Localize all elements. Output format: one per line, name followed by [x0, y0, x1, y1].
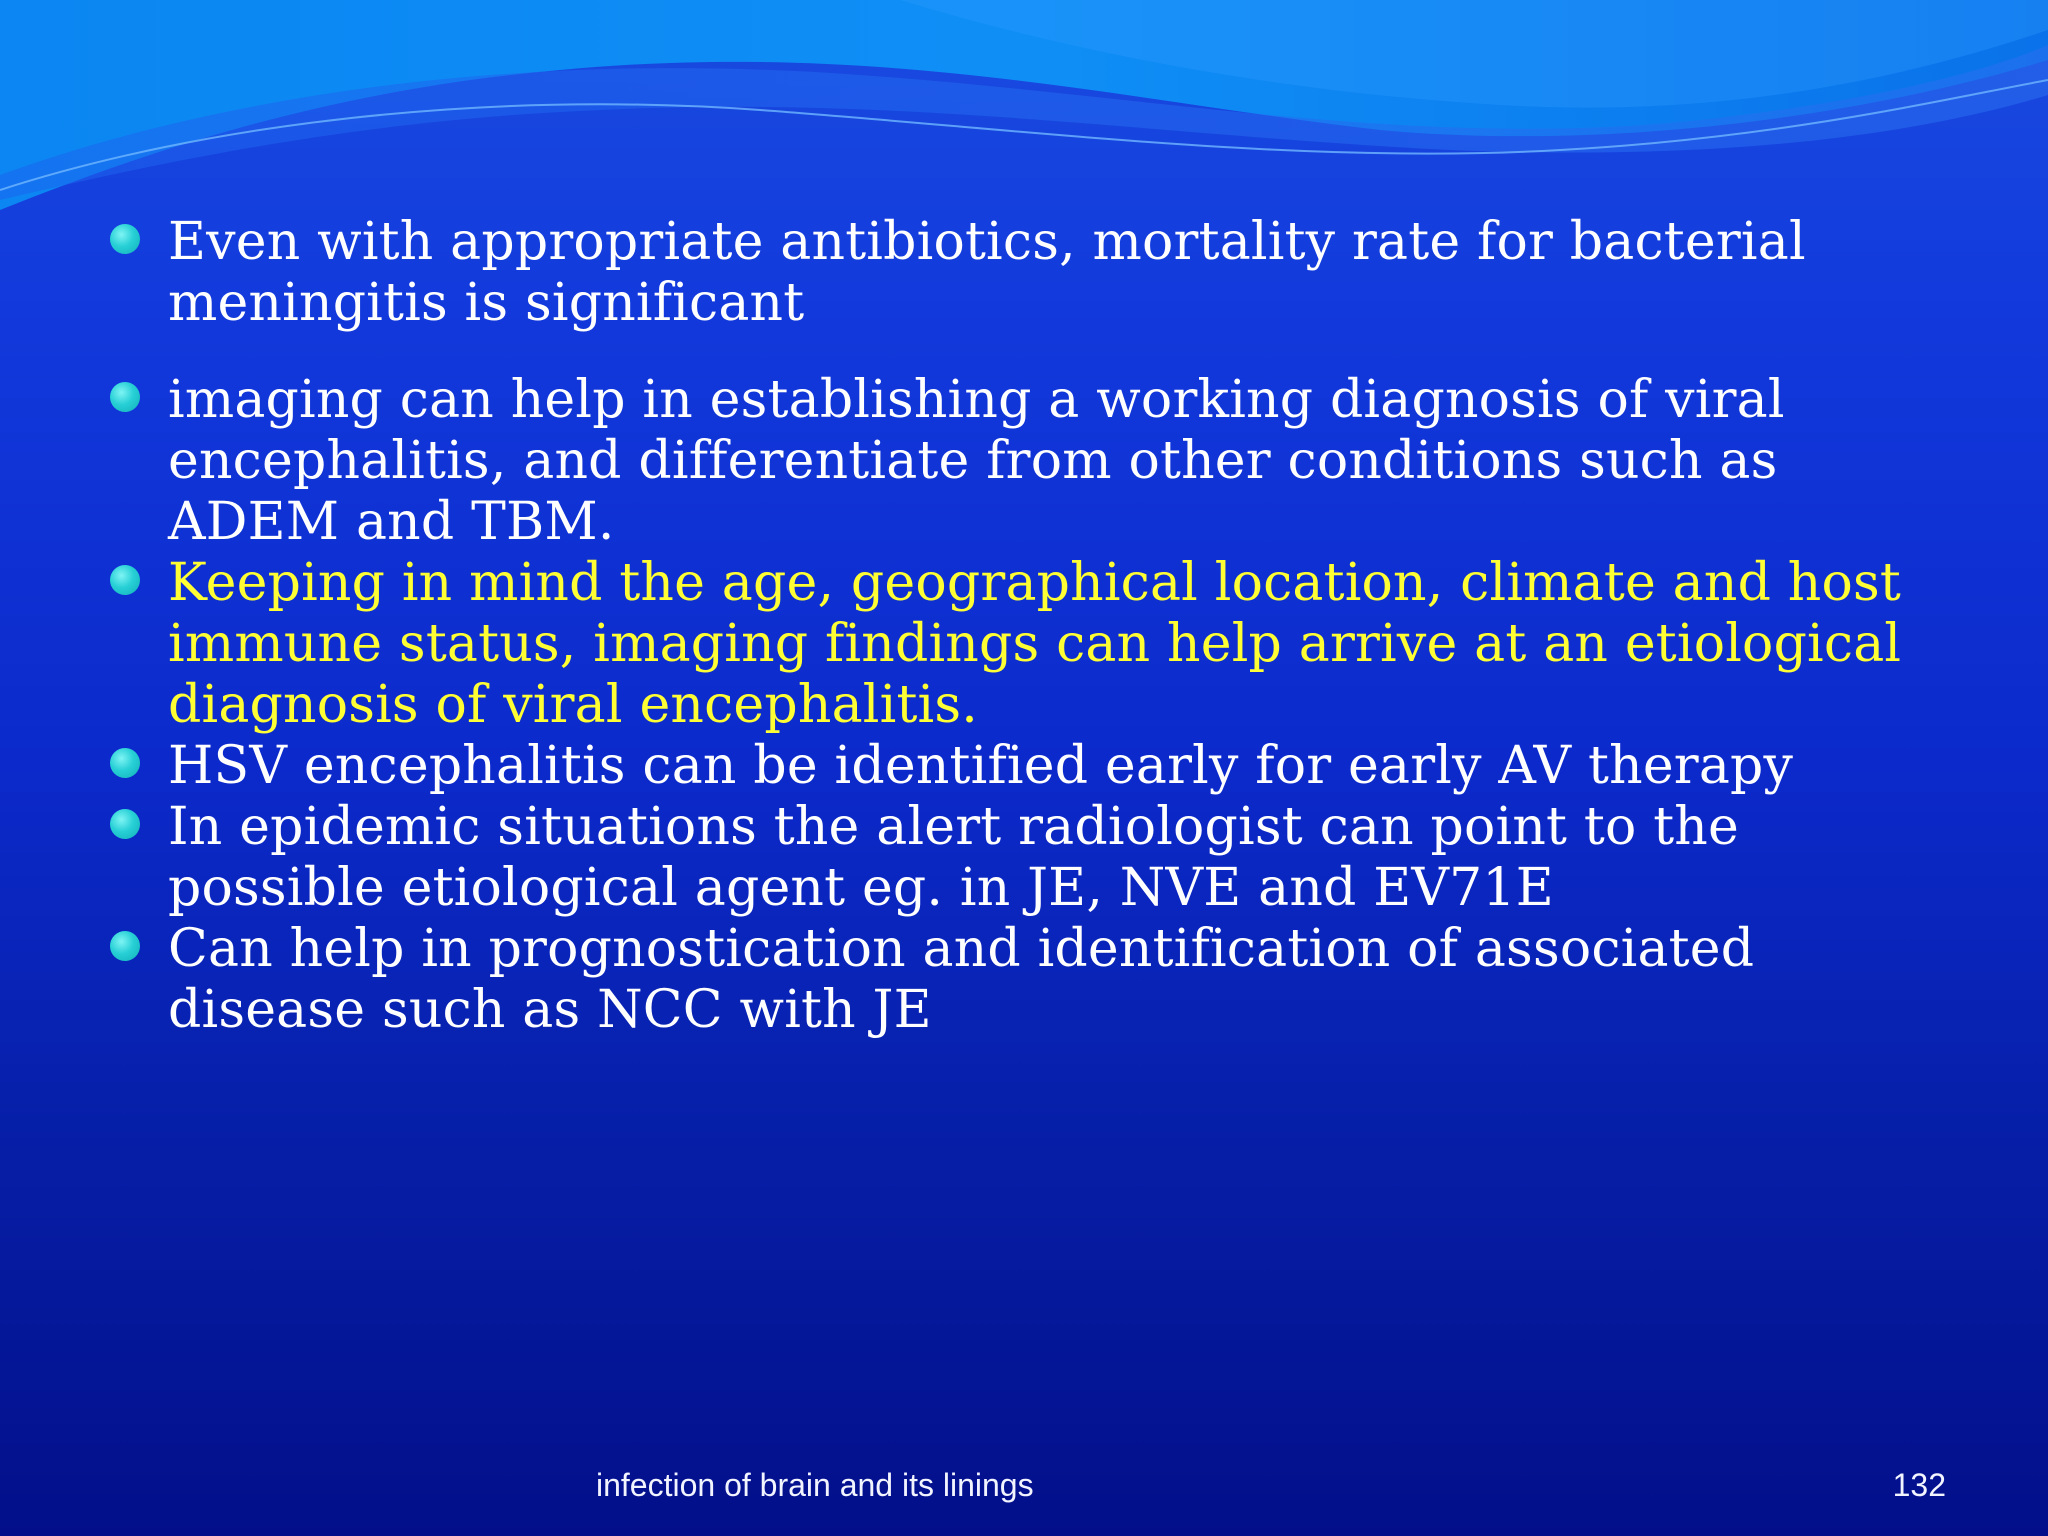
bullet-dot-icon	[110, 931, 140, 961]
bullet-dot-icon	[110, 224, 140, 254]
page-number: 132	[1892, 1467, 1946, 1503]
bullet-text: Even with appropriate antibiotics, mortality rate for bacterial meningitis is significant	[168, 212, 1806, 333]
bullet-item-highlighted	[106, 553, 1926, 736]
bullet-item	[106, 370, 1926, 553]
bullet-item	[106, 212, 1926, 334]
bullet-text: HSV encephalitis can be identified early for early AV therapy	[168, 736, 1794, 796]
bullet-text: In epidemic situations the alert radiologist can point to the possible etiological agent eg. in JE, NVE and EV71E	[168, 797, 1739, 918]
bullet-item	[106, 919, 1926, 1041]
bullet-item	[106, 736, 1926, 797]
footer-title: infection of brain and its linings	[596, 1467, 1034, 1503]
bullet-text: Can help in prognostication and identification of associated disease such as NCC with JE	[168, 919, 1755, 1040]
bullet-dot-icon	[110, 565, 140, 595]
bullet-text: imaging can help in establishing a working diagnosis of viral encephalitis, and differentiate from other conditions such as ADEM and TBM.	[168, 370, 1785, 552]
bullet-dot-icon	[110, 382, 140, 412]
bullet-item	[106, 797, 1926, 919]
bullet-text: Keeping in mind the age, geographical location, climate and host immune status, imaging findings can help arrive at an etiological diagnosis of viral encephalitis.	[168, 553, 1902, 735]
bullet-dot-icon	[110, 809, 140, 839]
bullet-dot-icon	[110, 748, 140, 778]
bullet-list	[106, 212, 1926, 1041]
